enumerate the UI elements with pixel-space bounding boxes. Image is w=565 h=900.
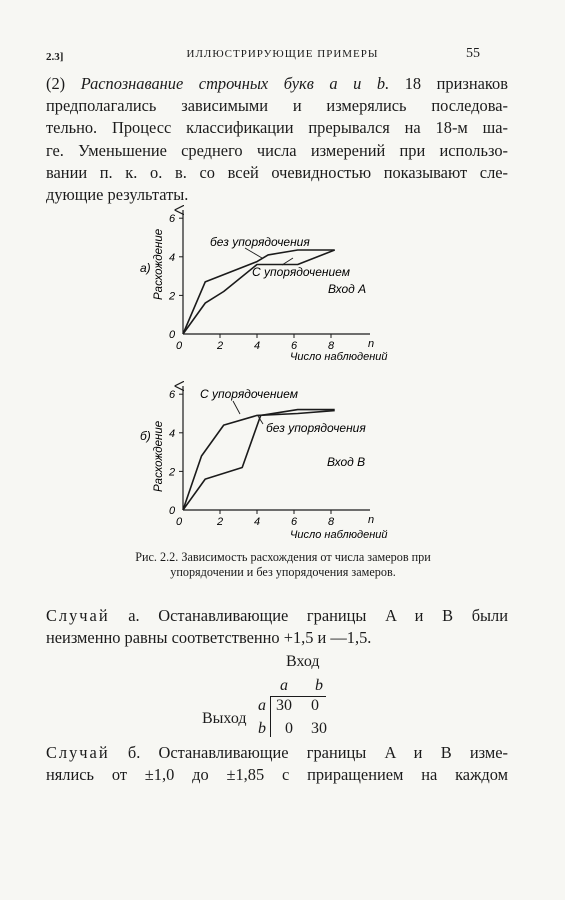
y-tick-label: 4 [168, 427, 176, 440]
x-tick-label: 6 [290, 340, 298, 352]
x-tick-label: 2 [216, 516, 224, 528]
paragraph-line: вании п. к. о. в. со всей очевидностью показывают сле- [46, 162, 508, 182]
section-number: 2.3] [46, 51, 64, 63]
paragraph-line: (2) Распознавание строчных букв a и b. 18 признаков [46, 74, 508, 93]
table-title: Вход [286, 653, 320, 670]
annotation-ordered: С упорядочением [200, 387, 298, 401]
table-cell: 30 [276, 697, 292, 714]
table-cell: 30 [311, 720, 327, 737]
paragraph-line: тельно. Процесс классификации прерывался на 18-м ша- [46, 118, 508, 138]
y-tick-label: 0 [168, 329, 176, 341]
panel-label: а) [140, 261, 151, 275]
x-tick-label: 0 [175, 340, 183, 352]
paragraph-title: Распознавание строчных букв a и b. [80, 74, 390, 93]
input-label: Вход А [328, 282, 367, 296]
row-header-a: a [258, 697, 266, 714]
y-tick-label: 4 [168, 251, 176, 264]
x-variable: n [368, 514, 375, 526]
panel-b [140, 386, 387, 541]
panel-a [140, 210, 387, 363]
leader-line [233, 401, 240, 414]
series-line-2 [183, 250, 335, 334]
table-vertical-rule [270, 697, 271, 737]
row-header-b: b [258, 720, 266, 737]
x-tick-label: 4 [253, 516, 261, 528]
paragraph-line: неизменно равны соответственно +1,5 и —1,5. [46, 628, 372, 648]
col-header-b: b [315, 677, 323, 694]
x-variable: n [368, 338, 375, 350]
x-tick-label: 6 [290, 516, 298, 528]
figure-caption: Рис. 2.2. Зависимость расхождения от числа замеров при упорядочении и без упорядочения замеров. [135, 550, 431, 579]
y-axis-label: Расхождение [153, 228, 165, 300]
input-label: Вход В [327, 455, 366, 469]
item-number: (2) [46, 74, 66, 93]
col-header-a: a [280, 677, 288, 694]
panel-label: б) [140, 429, 151, 443]
series-line-1 [183, 250, 335, 334]
case-heading: Случай [46, 743, 110, 762]
annotation-unordered: без упорядочения [210, 235, 310, 249]
row-group-label: Выход [202, 710, 247, 727]
table-cell: 0 [285, 720, 293, 737]
paragraph-case-a [46, 605, 508, 649]
y-tick-label: 0 [168, 505, 176, 517]
annotation-unordered: без упорядочения [266, 421, 366, 435]
page-number: 55 [466, 46, 480, 61]
paragraph-line: нялись от ±1,0 до ±1,85 с приращением на каждом [46, 765, 508, 785]
x-tick-label: 0 [175, 516, 183, 528]
y-tick-label: 6 [168, 389, 176, 402]
paragraph-line: Случай а. Останавливающие границы A и B были [46, 606, 508, 625]
annotation-ordered: С упорядочением [252, 265, 350, 279]
y-tick-label: 6 [168, 213, 176, 226]
paragraph-line: дующие результаты. [46, 184, 189, 204]
x-axis-label: Число наблюдений [290, 529, 388, 541]
x-tick-label: 8 [327, 340, 335, 352]
y-tick-label: 2 [168, 466, 176, 479]
x-axis-label: Число наблюдений [290, 351, 388, 363]
paragraph-intro [46, 73, 508, 206]
paragraph-line: предполагались зависимыми и измерялись последова- [46, 96, 508, 116]
paragraph-line: Случай б. Останавливающие границы A и B изме- [46, 743, 508, 762]
y-tick-label: 2 [168, 290, 176, 303]
x-tick-label: 2 [216, 340, 224, 352]
y-axis-label: Расхождение [153, 420, 165, 492]
leader-line [245, 248, 262, 258]
table-cell: 0 [311, 697, 319, 714]
x-tick-label: 4 [253, 340, 261, 352]
paragraph-line: ге. Уменьшение среднего числа измерений при использо- [46, 140, 508, 160]
x-tick-label: 8 [327, 516, 335, 528]
running-title: ИЛЛЮСТРИРУЮЩИЕ ПРИМЕРЫ [186, 48, 379, 60]
paragraph-case-b [46, 742, 508, 786]
figure-2-2 [0, 200, 565, 550]
case-heading: Случай [46, 606, 110, 625]
